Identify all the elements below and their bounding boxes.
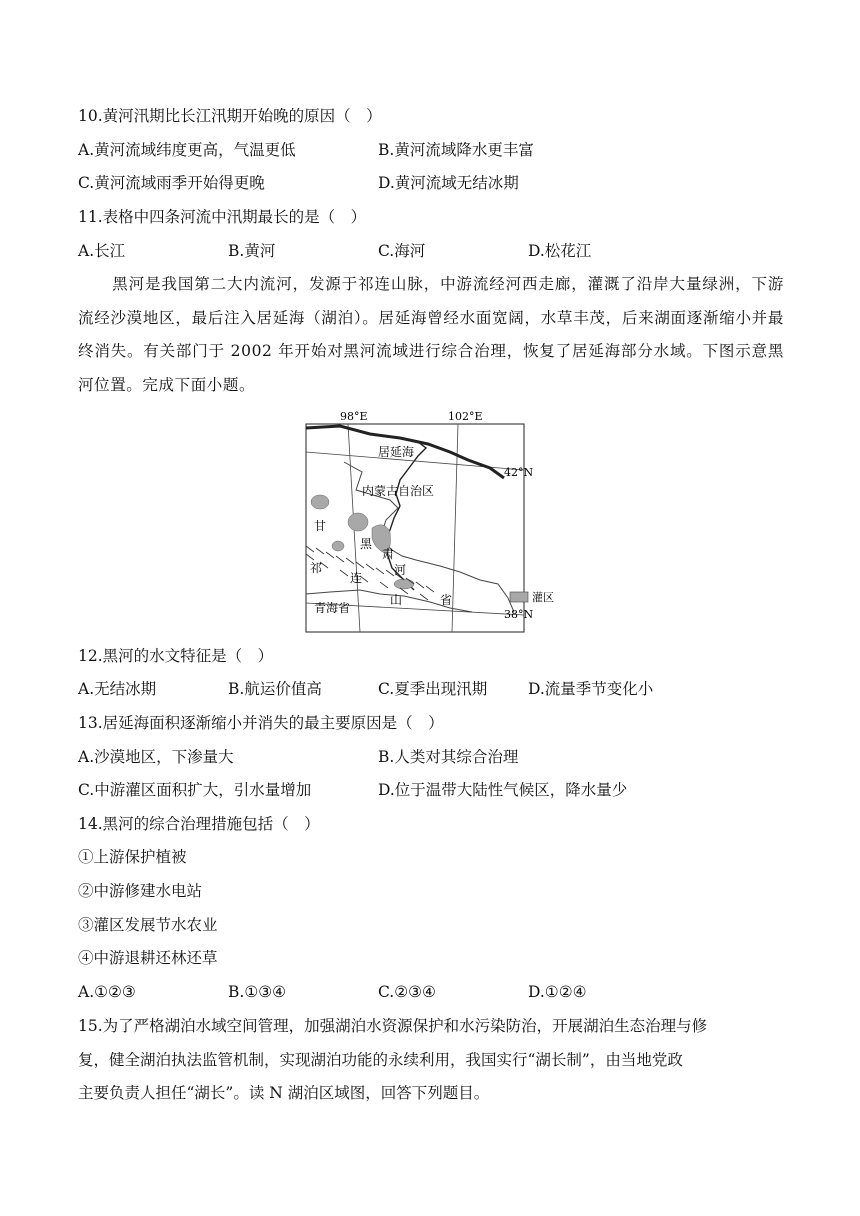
- irrigation-area-5: [332, 541, 344, 551]
- q12-option-c: C.夏季出现汛期: [378, 680, 488, 698]
- q10-option-b: B.黄河流域降水更丰富: [378, 141, 534, 159]
- shan-label: 山: [390, 593, 403, 607]
- q13-option-b: B.人类对其综合治理: [378, 748, 519, 766]
- legend-swatch: [510, 592, 528, 602]
- q14-item-4: ④中游退耕还林还草: [78, 949, 218, 967]
- q14-item-1: ①上游保护植被: [78, 848, 187, 866]
- lian-label: 连: [350, 571, 363, 585]
- q14-item-2: ②中游修建水电站: [78, 882, 203, 900]
- q14-option-a: A.①②③: [78, 983, 136, 1001]
- lat-38-label: 38°N: [504, 608, 534, 621]
- q12-option-d: D.流量季节变化小: [528, 680, 654, 698]
- heihe-location-map: [300, 408, 562, 636]
- q14-item-3: ③灌区发展节水农业: [78, 916, 218, 934]
- q13-option-a: A.沙漠地区，下渗量大: [78, 748, 234, 766]
- q11-option-d: D.松花江: [528, 242, 592, 260]
- lon-102-label: 102°E: [448, 410, 483, 423]
- sheng-label: 省: [440, 593, 453, 607]
- qi-label: 祁: [310, 561, 323, 575]
- q12-stem: 12.黑河的水文特征是（ ）: [78, 647, 274, 665]
- q10-option-a: A.黄河流域纬度更高，气温更低: [78, 141, 296, 159]
- legend-label: 灌区: [532, 591, 554, 604]
- q10-option-d: D.黄河流域无结冰期: [378, 174, 519, 192]
- hei-label: 黑: [360, 537, 373, 551]
- q12-option-b: B.航运价值高: [228, 680, 322, 698]
- juyanhai-label: 居延海: [378, 445, 415, 459]
- qinghai-label: 青海省: [314, 601, 351, 615]
- q14-option-c: C.②③④: [378, 983, 436, 1001]
- q10-option-c: C.黄河流域雨季开始得更晚: [78, 174, 265, 192]
- irrigation-area-2: [348, 513, 368, 531]
- q14-stem: 14.黑河的综合治理措施包括（ ）: [78, 815, 320, 833]
- q15-line-2: 复，健全湖泊执法监管机制，实现湖泊功能的永续利用，我国实行“湖长制”，由当地党政: [78, 1051, 683, 1069]
- q11-stem: 11.表格中四条河流中汛期最长的是（ ）: [78, 208, 367, 226]
- q14-option-b: B.①③④: [228, 983, 287, 1001]
- q10-stem: 10.黄河汛期比长江汛期开始晚的原因（ ）: [78, 107, 382, 125]
- q13-option-d: D.位于温带大陆性气候区，降水量少: [378, 781, 628, 799]
- q13-option-c: C.中游灌区面积扩大，引水量增加: [78, 781, 312, 799]
- q13-stem: 13.居延海面积逐渐缩小并消失的最主要原因是（ ）: [78, 714, 444, 732]
- q11-option-b: B.黄河: [228, 242, 276, 260]
- irrigation-area-4: [394, 579, 414, 589]
- q11-option-a: A.长江: [78, 242, 126, 260]
- q14-option-d: D.①②④: [528, 983, 587, 1001]
- q15-line-3: 主要负责人担任“湖长”。读 N 湖泊区域图，回答下列题目。: [78, 1084, 490, 1102]
- lat-42-label: 42°N: [504, 466, 534, 479]
- inner-mongolia-label: 内蒙古自治区: [362, 484, 435, 498]
- su-label: 肃: [382, 547, 395, 561]
- q11-option-c: C.海河: [378, 242, 426, 260]
- passage-text: 黑河是我国第二大内流河，发源于祁连山脉，中游流经河西走廊，灌溉了沿岸大量绿洲，下游流经沙漠地区，最后注入居延海（湖泊）。居延海曾经水面宽阔，水草丰茂，后来湖面逐渐缩小并最终消失。有关部门于 2002 年开始对黑河流域进行综合治理，恢复了居延海部分水域。下图示意黑河位置。完成下面小题。: [78, 275, 784, 394]
- q15-line-1: 15.为了严格湖泊水域空间管理，加强湖泊水资源保护和水污染防治，开展湖泊生态治理与修: [78, 1017, 708, 1035]
- irrigation-area-1: [311, 495, 329, 509]
- lon-98-label: 98°E: [340, 410, 368, 423]
- q12-option-a: A.无结冰期: [78, 680, 157, 698]
- heihe-passage: [78, 268, 784, 402]
- he-label: 河: [394, 563, 407, 577]
- gan-label: 甘: [314, 519, 327, 533]
